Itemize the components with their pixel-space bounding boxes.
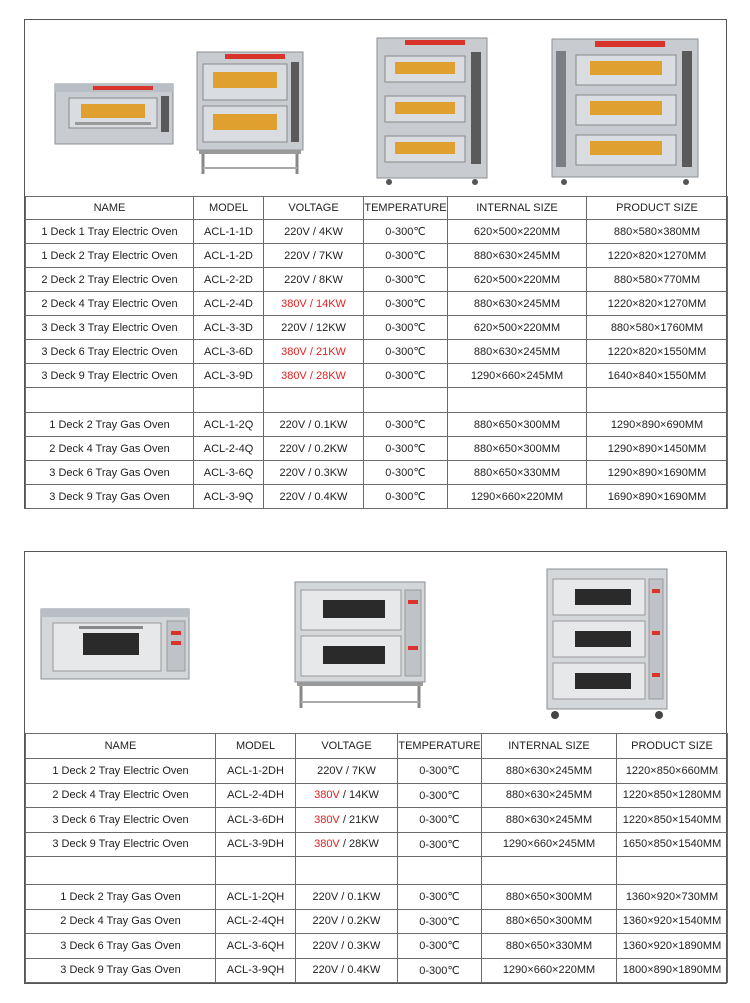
voltage-separator: / bbox=[309, 225, 320, 238]
blank-cell bbox=[26, 857, 216, 885]
cell-model: ACL-1-2QH bbox=[216, 885, 296, 910]
cell-voltage bbox=[296, 958, 398, 983]
cell-name: 1 Deck 2 Tray Electric Oven bbox=[26, 759, 216, 784]
column-header: VOLTAGE bbox=[264, 197, 364, 220]
table-row bbox=[26, 808, 728, 833]
cell-temp: 0-300℃ bbox=[364, 268, 448, 292]
blank-cell bbox=[264, 388, 364, 413]
blank-separator-row bbox=[26, 388, 728, 413]
voltage-value: 220V bbox=[284, 273, 310, 286]
voltage-value: 220V bbox=[279, 418, 306, 431]
power-value: 0.3KW bbox=[314, 466, 348, 479]
blank-separator-row bbox=[26, 857, 728, 885]
cell-product: 1690×890×1690MM bbox=[587, 485, 728, 509]
cell-product: 1800×890×1890MM bbox=[617, 958, 728, 983]
3-deck-oven-image bbox=[545, 567, 670, 722]
cell-voltage bbox=[296, 808, 398, 833]
cell-product: 1360×920×1540MM bbox=[617, 909, 728, 934]
voltage-separator: / bbox=[309, 249, 320, 262]
voltage-separator: / bbox=[338, 890, 348, 903]
cell-temp: 0-300℃ bbox=[364, 292, 448, 316]
cell-product: 1220×820×1270MM bbox=[587, 292, 728, 316]
power-value: 0.2KW bbox=[314, 442, 348, 455]
cell-name: 2 Deck 4 Tray Electric Oven bbox=[26, 292, 194, 316]
voltage-value: 380V bbox=[314, 838, 340, 851]
voltage-value: 220V bbox=[279, 442, 306, 455]
table-row bbox=[26, 437, 728, 461]
voltage-value: 220V bbox=[312, 939, 339, 952]
power-value: 0.4KW bbox=[347, 964, 381, 977]
cell-name: 1 Deck 2 Tray Electric Oven bbox=[26, 244, 194, 268]
blank-cell bbox=[448, 388, 587, 413]
cell-model: ACL-2-4D bbox=[194, 292, 264, 316]
column-header: TEMPERATURE bbox=[364, 197, 448, 220]
cell-temp: 0-300℃ bbox=[398, 759, 482, 784]
blank-cell bbox=[26, 388, 194, 413]
cell-voltage bbox=[296, 759, 398, 784]
voltage-value: 380V bbox=[314, 789, 340, 802]
power-value: 7KW bbox=[352, 764, 376, 777]
cell-internal: 620×500×220MM bbox=[448, 220, 587, 244]
cell-name: 3 Deck 6 Tray Gas Oven bbox=[26, 461, 194, 485]
cell-name: 3 Deck 9 Tray Electric Oven bbox=[26, 364, 194, 388]
table-row bbox=[26, 934, 728, 959]
cell-temp: 0-300℃ bbox=[364, 340, 448, 364]
cell-product: 880×580×380MM bbox=[587, 220, 728, 244]
voltage-value: 380V bbox=[281, 369, 307, 382]
cell-temp: 0-300℃ bbox=[364, 316, 448, 340]
column-header: TEMPERATURE bbox=[398, 734, 482, 759]
table-row bbox=[26, 292, 728, 316]
cell-product: 1650×850×1540MM bbox=[617, 832, 728, 857]
cell-temp: 0-300℃ bbox=[364, 220, 448, 244]
power-value: 14KW bbox=[315, 297, 346, 310]
cell-temp: 0-300℃ bbox=[398, 909, 482, 934]
cell-model: ACL-1-2DH bbox=[216, 759, 296, 784]
voltage-separator: / bbox=[306, 345, 316, 358]
cell-voltage bbox=[296, 909, 398, 934]
3-deck-wide-oven-image bbox=[550, 37, 700, 187]
cell-product: 1360×920×730MM bbox=[617, 885, 728, 910]
column-header: VOLTAGE bbox=[296, 734, 398, 759]
cell-internal: 880×630×245MM bbox=[482, 808, 617, 833]
cell-voltage bbox=[296, 783, 398, 808]
top-spec-panel bbox=[24, 19, 727, 509]
cell-temp: 0-300℃ bbox=[398, 934, 482, 959]
top-oven-photos bbox=[25, 20, 726, 195]
cell-internal: 880×650×300MM bbox=[482, 885, 617, 910]
power-value: 0.1KW bbox=[347, 890, 381, 903]
cell-model: ACL-3-9Q bbox=[194, 485, 264, 509]
power-value: 7KW bbox=[319, 249, 343, 262]
1-deck-oven-image bbox=[53, 80, 175, 150]
power-value: 8KW bbox=[319, 273, 343, 286]
cell-voltage bbox=[296, 934, 398, 959]
cell-temp: 0-300℃ bbox=[364, 485, 448, 509]
table-row bbox=[26, 340, 728, 364]
power-value: 0.1KW bbox=[314, 418, 348, 431]
2-deck-oven-image bbox=[195, 50, 305, 180]
power-value: 14KW bbox=[348, 789, 379, 802]
table-row bbox=[26, 958, 728, 983]
cell-internal: 880×650×330MM bbox=[448, 461, 587, 485]
cell-product: 1220×850×1540MM bbox=[617, 808, 728, 833]
voltage-value: 220V bbox=[312, 890, 339, 903]
voltage-separator: / bbox=[338, 915, 348, 928]
cell-internal: 880×650×300MM bbox=[448, 413, 587, 437]
voltage-value: 220V bbox=[312, 915, 339, 928]
voltage-value: 220V bbox=[284, 225, 310, 238]
table-row bbox=[26, 832, 728, 857]
voltage-separator: / bbox=[305, 442, 315, 455]
power-value: 12KW bbox=[315, 321, 346, 334]
cell-name: 1 Deck 2 Tray Gas Oven bbox=[26, 413, 194, 437]
cell-product: 1220×820×1550MM bbox=[587, 340, 728, 364]
1-deck-oven-image bbox=[39, 607, 191, 687]
cell-voltage bbox=[264, 220, 364, 244]
cell-product: 1220×850×1280MM bbox=[617, 783, 728, 808]
blank-cell bbox=[296, 857, 398, 885]
table-row bbox=[26, 759, 728, 784]
cell-internal: 880×630×245MM bbox=[482, 759, 617, 784]
column-header: PRODUCT SIZE bbox=[587, 197, 728, 220]
cell-voltage bbox=[264, 340, 364, 364]
cell-internal: 1290×660×220MM bbox=[482, 958, 617, 983]
bottom-oven-photos bbox=[25, 552, 726, 732]
voltage-separator: / bbox=[305, 490, 315, 503]
table-row bbox=[26, 783, 728, 808]
table-row bbox=[26, 220, 728, 244]
cell-name: 2 Deck 4 Tray Gas Oven bbox=[26, 437, 194, 461]
cell-voltage bbox=[264, 485, 364, 509]
table-row bbox=[26, 316, 728, 340]
voltage-value: 220V bbox=[317, 764, 343, 777]
cell-model: ACL-2-4DH bbox=[216, 783, 296, 808]
cell-temp: 0-300℃ bbox=[364, 413, 448, 437]
cell-internal: 1290×660×245MM bbox=[448, 364, 587, 388]
power-value: 28KW bbox=[348, 838, 379, 851]
column-header: PRODUCT SIZE bbox=[617, 734, 728, 759]
cell-voltage bbox=[264, 268, 364, 292]
voltage-separator: / bbox=[306, 321, 316, 334]
table-row bbox=[26, 885, 728, 910]
cell-model: ACL-3-6DH bbox=[216, 808, 296, 833]
cell-temp: 0-300℃ bbox=[364, 437, 448, 461]
cell-model: ACL-2-4QH bbox=[216, 909, 296, 934]
cell-model: ACL-2-4Q bbox=[194, 437, 264, 461]
cell-voltage bbox=[264, 292, 364, 316]
2-deck-oven-image bbox=[293, 580, 428, 715]
column-header: MODEL bbox=[216, 734, 296, 759]
cell-product: 1640×840×1550MM bbox=[587, 364, 728, 388]
table-header-row bbox=[26, 734, 728, 759]
voltage-value: 380V bbox=[314, 813, 340, 826]
power-value: 4KW bbox=[319, 225, 343, 238]
cell-temp: 0-300℃ bbox=[364, 461, 448, 485]
table-row bbox=[26, 485, 728, 509]
voltage-value: 220V bbox=[279, 490, 306, 503]
voltage-separator: / bbox=[306, 369, 316, 382]
voltage-separator: / bbox=[338, 939, 348, 952]
cell-name: 3 Deck 9 Tray Gas Oven bbox=[26, 485, 194, 509]
cell-name: 3 Deck 3 Tray Electric Oven bbox=[26, 316, 194, 340]
table-header-row bbox=[26, 197, 728, 220]
table-row bbox=[26, 268, 728, 292]
cell-internal: 620×500×220MM bbox=[448, 316, 587, 340]
cell-voltage bbox=[264, 364, 364, 388]
cell-voltage bbox=[264, 461, 364, 485]
cell-internal: 620×500×220MM bbox=[448, 268, 587, 292]
cell-name: 2 Deck 4 Tray Electric Oven bbox=[26, 783, 216, 808]
blank-cell bbox=[216, 857, 296, 885]
cell-model: ACL-3-9QH bbox=[216, 958, 296, 983]
cell-temp: 0-300℃ bbox=[364, 244, 448, 268]
cell-model: ACL-3-6QH bbox=[216, 934, 296, 959]
cell-model: ACL-1-2D bbox=[194, 244, 264, 268]
blank-cell bbox=[398, 857, 482, 885]
cell-internal: 880×650×300MM bbox=[482, 909, 617, 934]
cell-product: 1220×850×660MM bbox=[617, 759, 728, 784]
voltage-value: 220V bbox=[284, 249, 310, 262]
table-row bbox=[26, 364, 728, 388]
power-value: 0.4KW bbox=[314, 490, 348, 503]
voltage-separator: / bbox=[342, 764, 353, 777]
cell-model: ACL-3-9D bbox=[194, 364, 264, 388]
bottom-spec-panel bbox=[24, 551, 727, 984]
cell-model: ACL-3-6D bbox=[194, 340, 264, 364]
voltage-separator: / bbox=[306, 297, 316, 310]
cell-product: 1290×890×690MM bbox=[587, 413, 728, 437]
cell-name: 3 Deck 6 Tray Gas Oven bbox=[26, 934, 216, 959]
bottom-spec-table bbox=[25, 733, 728, 983]
column-header: MODEL bbox=[194, 197, 264, 220]
cell-name: 2 Deck 2 Tray Electric Oven bbox=[26, 268, 194, 292]
power-value: 21KW bbox=[315, 345, 346, 358]
column-header: INTERNAL SIZE bbox=[482, 734, 617, 759]
cell-internal: 880×630×245MM bbox=[482, 783, 617, 808]
voltage-value: 380V bbox=[281, 345, 307, 358]
voltage-separator: / bbox=[305, 418, 315, 431]
voltage-value: 220V bbox=[312, 964, 339, 977]
column-header: INTERNAL SIZE bbox=[448, 197, 587, 220]
cell-internal: 880×630×245MM bbox=[448, 292, 587, 316]
cell-product: 1360×920×1890MM bbox=[617, 934, 728, 959]
cell-internal: 880×630×245MM bbox=[448, 340, 587, 364]
cell-name: 3 Deck 9 Tray Electric Oven bbox=[26, 832, 216, 857]
cell-temp: 0-300℃ bbox=[398, 885, 482, 910]
table-row bbox=[26, 244, 728, 268]
column-header: NAME bbox=[26, 734, 216, 759]
cell-model: ACL-3-6Q bbox=[194, 461, 264, 485]
voltage-separator: / bbox=[305, 466, 315, 479]
top-spec-table bbox=[25, 196, 728, 509]
cell-product: 1290×890×1450MM bbox=[587, 437, 728, 461]
cell-name: 3 Deck 6 Tray Electric Oven bbox=[26, 808, 216, 833]
cell-internal: 880×650×330MM bbox=[482, 934, 617, 959]
cell-temp: 0-300℃ bbox=[398, 832, 482, 857]
cell-voltage bbox=[296, 885, 398, 910]
cell-model: ACL-3-9DH bbox=[216, 832, 296, 857]
voltage-separator: / bbox=[339, 813, 349, 826]
power-value: 0.3KW bbox=[347, 939, 381, 952]
cell-product: 880×580×770MM bbox=[587, 268, 728, 292]
cell-name: 1 Deck 1 Tray Electric Oven bbox=[26, 220, 194, 244]
cell-voltage bbox=[264, 244, 364, 268]
table-row bbox=[26, 413, 728, 437]
cell-temp: 0-300℃ bbox=[398, 808, 482, 833]
cell-product: 1220×820×1270MM bbox=[587, 244, 728, 268]
blank-cell bbox=[364, 388, 448, 413]
voltage-separator: / bbox=[309, 273, 320, 286]
cell-voltage bbox=[264, 437, 364, 461]
power-value: 28KW bbox=[315, 369, 346, 382]
table-row bbox=[26, 461, 728, 485]
cell-internal: 880×650×300MM bbox=[448, 437, 587, 461]
cell-temp: 0-300℃ bbox=[398, 958, 482, 983]
cell-internal: 1290×660×245MM bbox=[482, 832, 617, 857]
power-value: 21KW bbox=[348, 813, 379, 826]
voltage-separator: / bbox=[338, 964, 348, 977]
cell-name: 2 Deck 4 Tray Gas Oven bbox=[26, 909, 216, 934]
cell-internal: 880×630×245MM bbox=[448, 244, 587, 268]
voltage-value: 380V bbox=[281, 297, 307, 310]
cell-model: ACL-3-3D bbox=[194, 316, 264, 340]
blank-cell bbox=[617, 857, 728, 885]
table-row bbox=[26, 909, 728, 934]
cell-temp: 0-300℃ bbox=[364, 364, 448, 388]
cell-voltage bbox=[296, 832, 398, 857]
cell-model: ACL-2-2D bbox=[194, 268, 264, 292]
cell-temp: 0-300℃ bbox=[398, 783, 482, 808]
3-deck-oven-image bbox=[375, 36, 490, 186]
cell-product: 880×580×1760MM bbox=[587, 316, 728, 340]
voltage-value: 220V bbox=[279, 466, 306, 479]
cell-name: 1 Deck 2 Tray Gas Oven bbox=[26, 885, 216, 910]
blank-cell bbox=[587, 388, 728, 413]
blank-cell bbox=[194, 388, 264, 413]
cell-internal: 1290×660×220MM bbox=[448, 485, 587, 509]
cell-model: ACL-1-1D bbox=[194, 220, 264, 244]
voltage-value: 220V bbox=[281, 321, 307, 334]
blank-cell bbox=[482, 857, 617, 885]
cell-voltage bbox=[264, 316, 364, 340]
cell-name: 3 Deck 6 Tray Electric Oven bbox=[26, 340, 194, 364]
voltage-separator: / bbox=[339, 789, 349, 802]
column-header: NAME bbox=[26, 197, 194, 220]
voltage-separator: / bbox=[339, 838, 349, 851]
cell-voltage bbox=[264, 413, 364, 437]
power-value: 0.2KW bbox=[347, 915, 381, 928]
cell-product: 1290×890×1690MM bbox=[587, 461, 728, 485]
cell-model: ACL-1-2Q bbox=[194, 413, 264, 437]
cell-name: 3 Deck 9 Tray Gas Oven bbox=[26, 958, 216, 983]
